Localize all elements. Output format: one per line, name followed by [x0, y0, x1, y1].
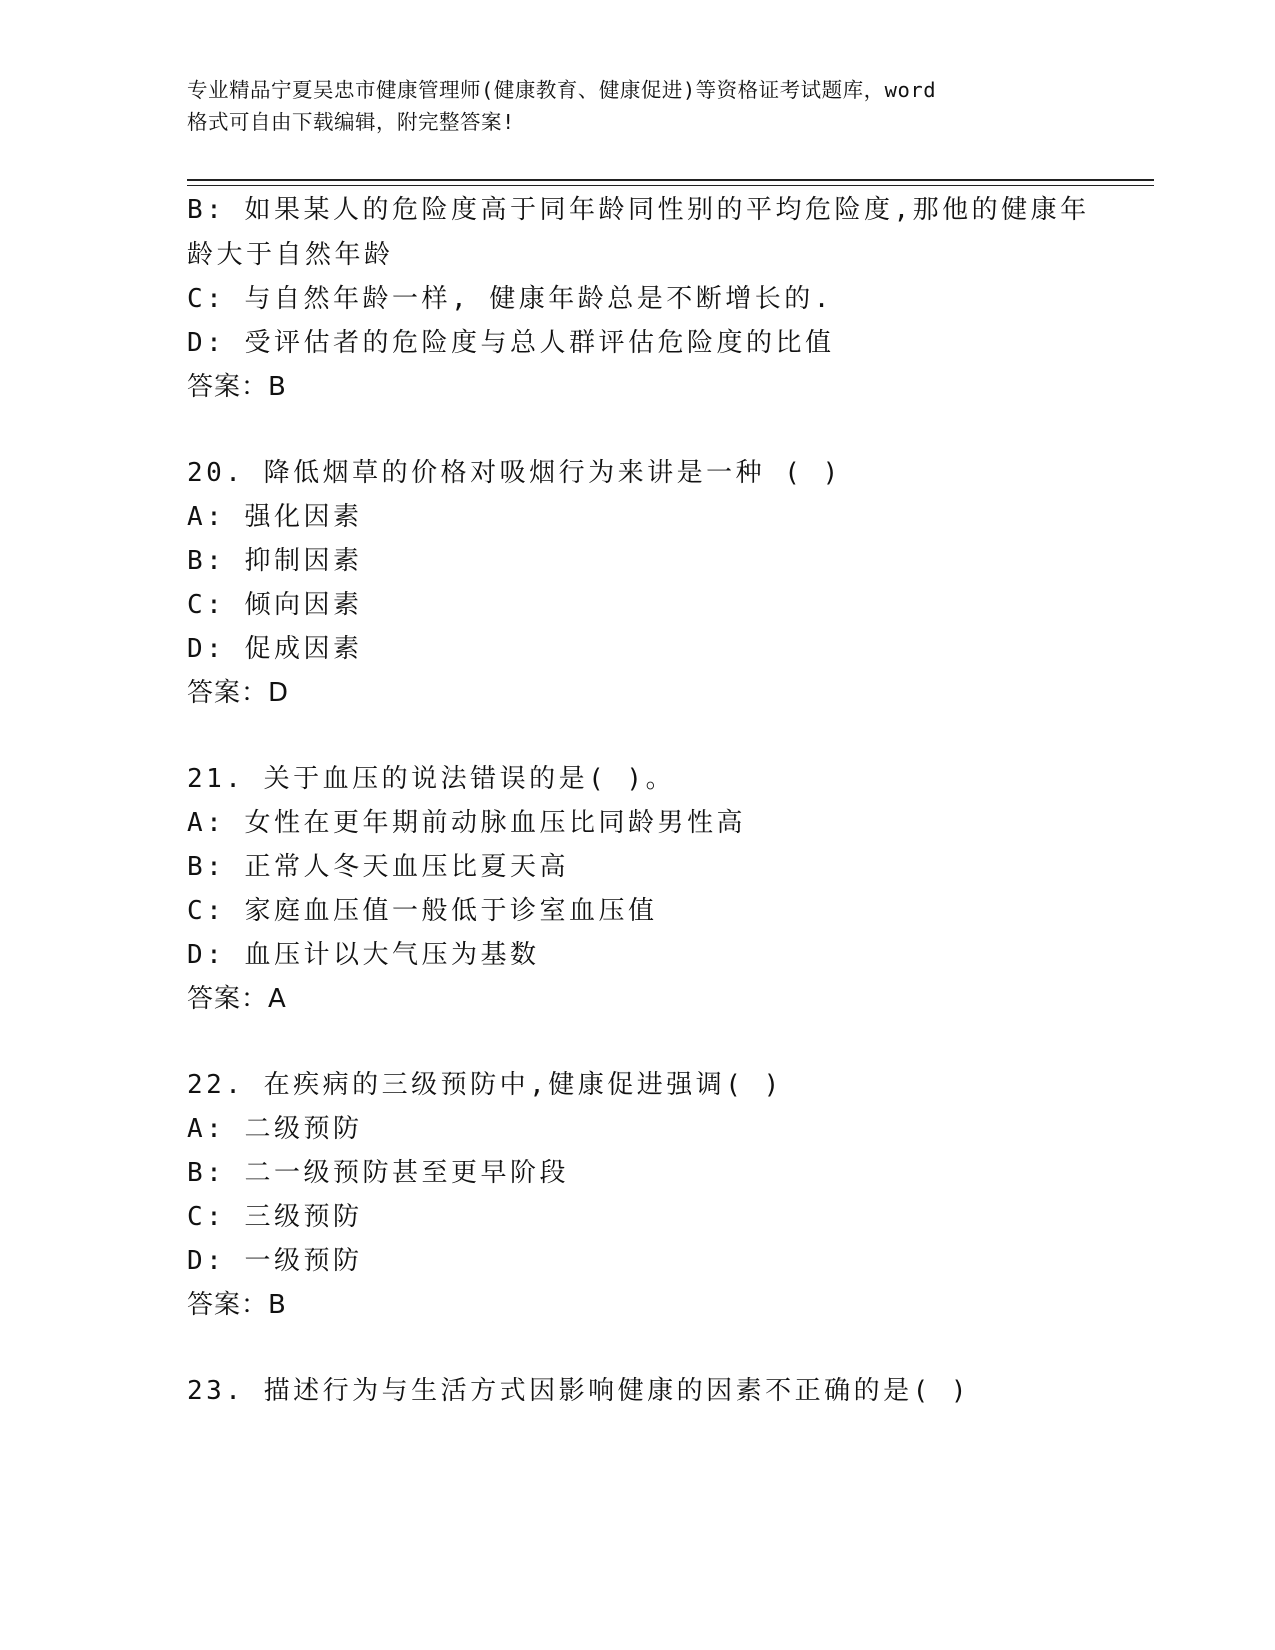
q19-answer: 答案：B [187, 372, 287, 402]
document-header [187, 74, 1067, 138]
header-divider-top [187, 179, 1154, 181]
q21-option-b: B: 正常人冬天血压比夏天高 [187, 852, 569, 882]
q21-option-c: C: 家庭血压值一般低于诊室血压值 [187, 896, 658, 926]
q22-option-d: D: 一级预防 [187, 1246, 363, 1276]
q20-option-c: C: 倾向因素 [187, 590, 363, 620]
q20-option-a: A: 强化因素 [187, 502, 363, 532]
q21-option-d: D: 血压计以大气压为基数 [187, 940, 540, 970]
q22-option-b: B: 二一级预防甚至更早阶段 [187, 1158, 569, 1188]
q20-option-d: D: 促成因素 [187, 634, 363, 664]
q22-option-c: C: 三级预防 [187, 1202, 363, 1232]
q19-option-d: D: 受评估者的危险度与总人群评估危险度的比值 [187, 328, 835, 358]
header-line-1: 专业精品宁夏吴忠市健康管理师(健康教育、健康促进)等资格证考试题库，word [187, 78, 937, 102]
header-line-2: 格式可自由下载编辑，附完整答案! [187, 110, 515, 134]
q19-option-b-line1: B: 如果某人的危险度高于同年龄同性别的平均危险度,那他的健康年 [187, 195, 1090, 225]
q22-option-a: A: 二级预防 [187, 1114, 363, 1144]
q19-option-c: C: 与自然年龄一样, 健康年龄总是不断增长的. [187, 284, 833, 314]
q22-answer: 答案：B [187, 1290, 287, 1320]
q19-option-b-line2: 龄大于自然年龄 [187, 240, 394, 270]
q21-answer: 答案：A [187, 984, 287, 1014]
q20-question: 20. 降低烟草的价格对吸烟行为来讲是一种 ( ) [187, 458, 842, 488]
q20-answer: 答案：D [187, 678, 290, 708]
q20-option-b: B: 抑制因素 [187, 546, 363, 576]
q23-question: 23. 描述行为与生活方式因影响健康的因素不正确的是( ) [187, 1376, 971, 1406]
q21-question: 21. 关于血压的说法错误的是( )。 [187, 764, 676, 794]
header-divider-bottom [187, 185, 1154, 186]
q21-option-a: A: 女性在更年期前动脉血压比同龄男性高 [187, 808, 746, 838]
q22-question: 22. 在疾病的三级预防中,健康促进强调( ) [187, 1070, 783, 1100]
